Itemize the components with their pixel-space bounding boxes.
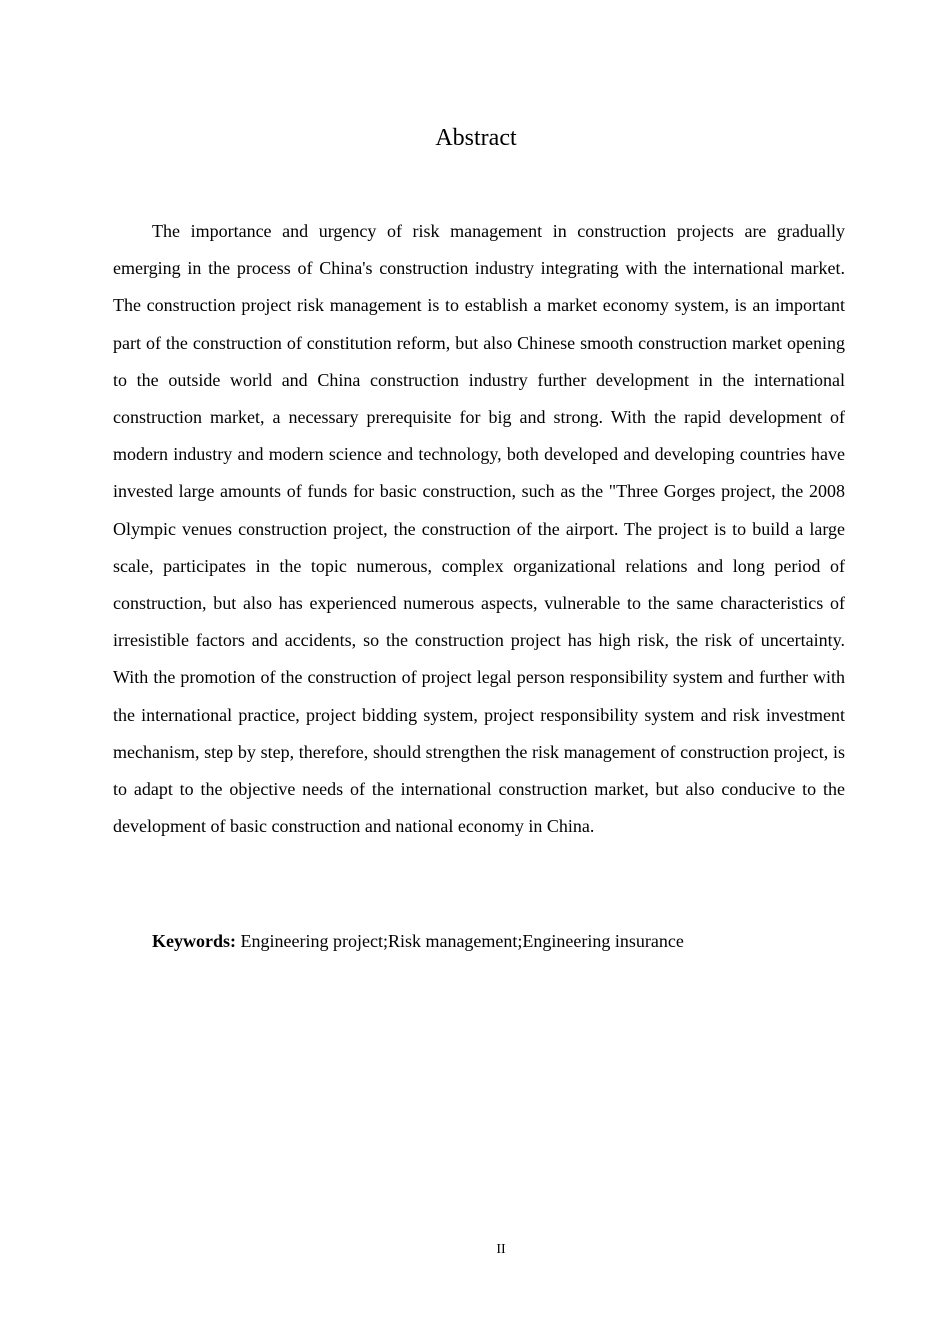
keywords-line <box>152 924 845 958</box>
abstract-body: The importance and urgency of risk management in construction projects are gradually emerging in the process of China's construction industry integrating with the international market. The construction project risk management is to establish a market economy system, is an important part of the construction of constitution reform, but also Chinese smooth construction market opening to the outside world and China construction industry further development in the international construction market, a necessary prerequisite for big and strong. With the rapid development of modern industry and modern science and technology, both developed and developing countries have invested large amounts of funds for basic construction, such as the "Three Gorges project, the 2008 Olympic venues construction project, the construction of the airport. The project is to build a large scale, participates in the topic numerous, complex organizational relations and long period of construction, but also has experienced numerous aspects, vulnerable to the same characteristics of irresistible factors and accidents, so the construction project has high risk, the risk of uncertainty. With the promotion of the construction of project legal person responsibility system and further with the international practice, project bidding system, project responsibility system and risk investment mechanism, step by step, therefore, should strengthen the risk management of construction project, is to adapt to the objective needs of the international construction market, but also conducive to the development of basic construction and national economy in China. <box>113 221 845 837</box>
keywords-value: Engineering project;Risk management;Engineering insurance <box>240 931 684 951</box>
page-number: II <box>496 1242 506 1257</box>
keywords-label: Keywords: <box>152 931 236 951</box>
abstract-title: Abstract <box>435 125 517 151</box>
